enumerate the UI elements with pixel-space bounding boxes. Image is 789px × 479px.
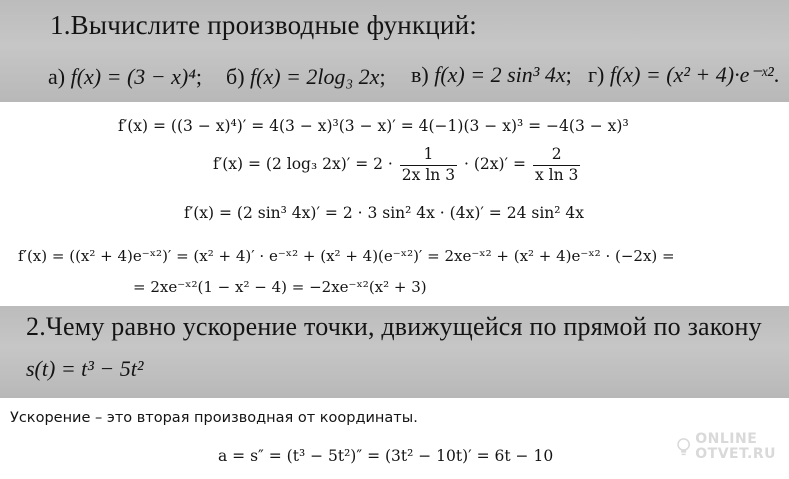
task1-item-g: г) f(x) = (x² + 4)·e⁻ˣ². xyxy=(588,62,780,87)
solution-v: f′(x) = (2 sin³ 4x)′ = 2 · 3 sin² 4x · (4x)′ = 24 sin² 4x xyxy=(184,204,585,222)
solution-g-line1: f′(x) = ((x² + 4)e⁻ˣ²)′ = (x² + 4)′ · e⁻ˣ² + (x² + 4)(e⁻ˣ²)′ = 2xe⁻ˣ² + (x² + 4)e⁻ˣ² · (−2x) = xyxy=(18,247,675,265)
task1-item-b: б) f(x) = 2log₃ 2x; xyxy=(226,64,386,89)
task1-photo xyxy=(0,0,789,102)
fraction-1: $\frac{1}{\text{2x ln 3}}$ xyxy=(401,145,456,184)
task1-item-a: а) f(x) = (3 − x)⁴; xyxy=(48,64,203,89)
solution-a: f′(x) = ((3 − x)⁴)′ = 4(3 − x)³(3 − x)′ = 4(−1)(3 − x)³ = −4(3 − x)³ xyxy=(118,117,629,135)
task1-title: 1.Вычислите производные функций: xyxy=(50,10,477,40)
fraction-2: $\frac{2}{\text{x ln 3}}$ xyxy=(534,145,579,184)
task2-title: 2.Чему равно ускорение точки, движущейся по прямой по закону xyxy=(26,312,762,341)
solution2-text: Ускорение – это вторая производная от координаты. xyxy=(10,410,418,426)
task2-law: s(t) = t³ − 5t² xyxy=(26,356,144,381)
solution-b: f′(x) = (2 log₃ 2x)′ = 2 · $\frac{1}{\text{2x ln 3}}$ · (2x)′ = $\frac{2}{\text{x ln 3}}$ xyxy=(213,145,579,184)
watermark-text: ONLINE OTVET.RU xyxy=(695,431,776,462)
lightbulb-icon xyxy=(676,427,691,467)
task2-photo xyxy=(0,306,789,398)
task1-item-v: в) f(x) = 2 sin³ 4x; xyxy=(411,62,572,87)
solution-g-line2: = 2xe⁻ˣ²(1 − x² − 4) = −2xe⁻ˣ²(x² + 3) xyxy=(133,278,427,296)
watermark xyxy=(676,424,776,470)
solution2-formula: a = s″ = (t³ − 5t²)″ = (3t² − 10t)′ = 6t − 10 xyxy=(218,447,554,465)
